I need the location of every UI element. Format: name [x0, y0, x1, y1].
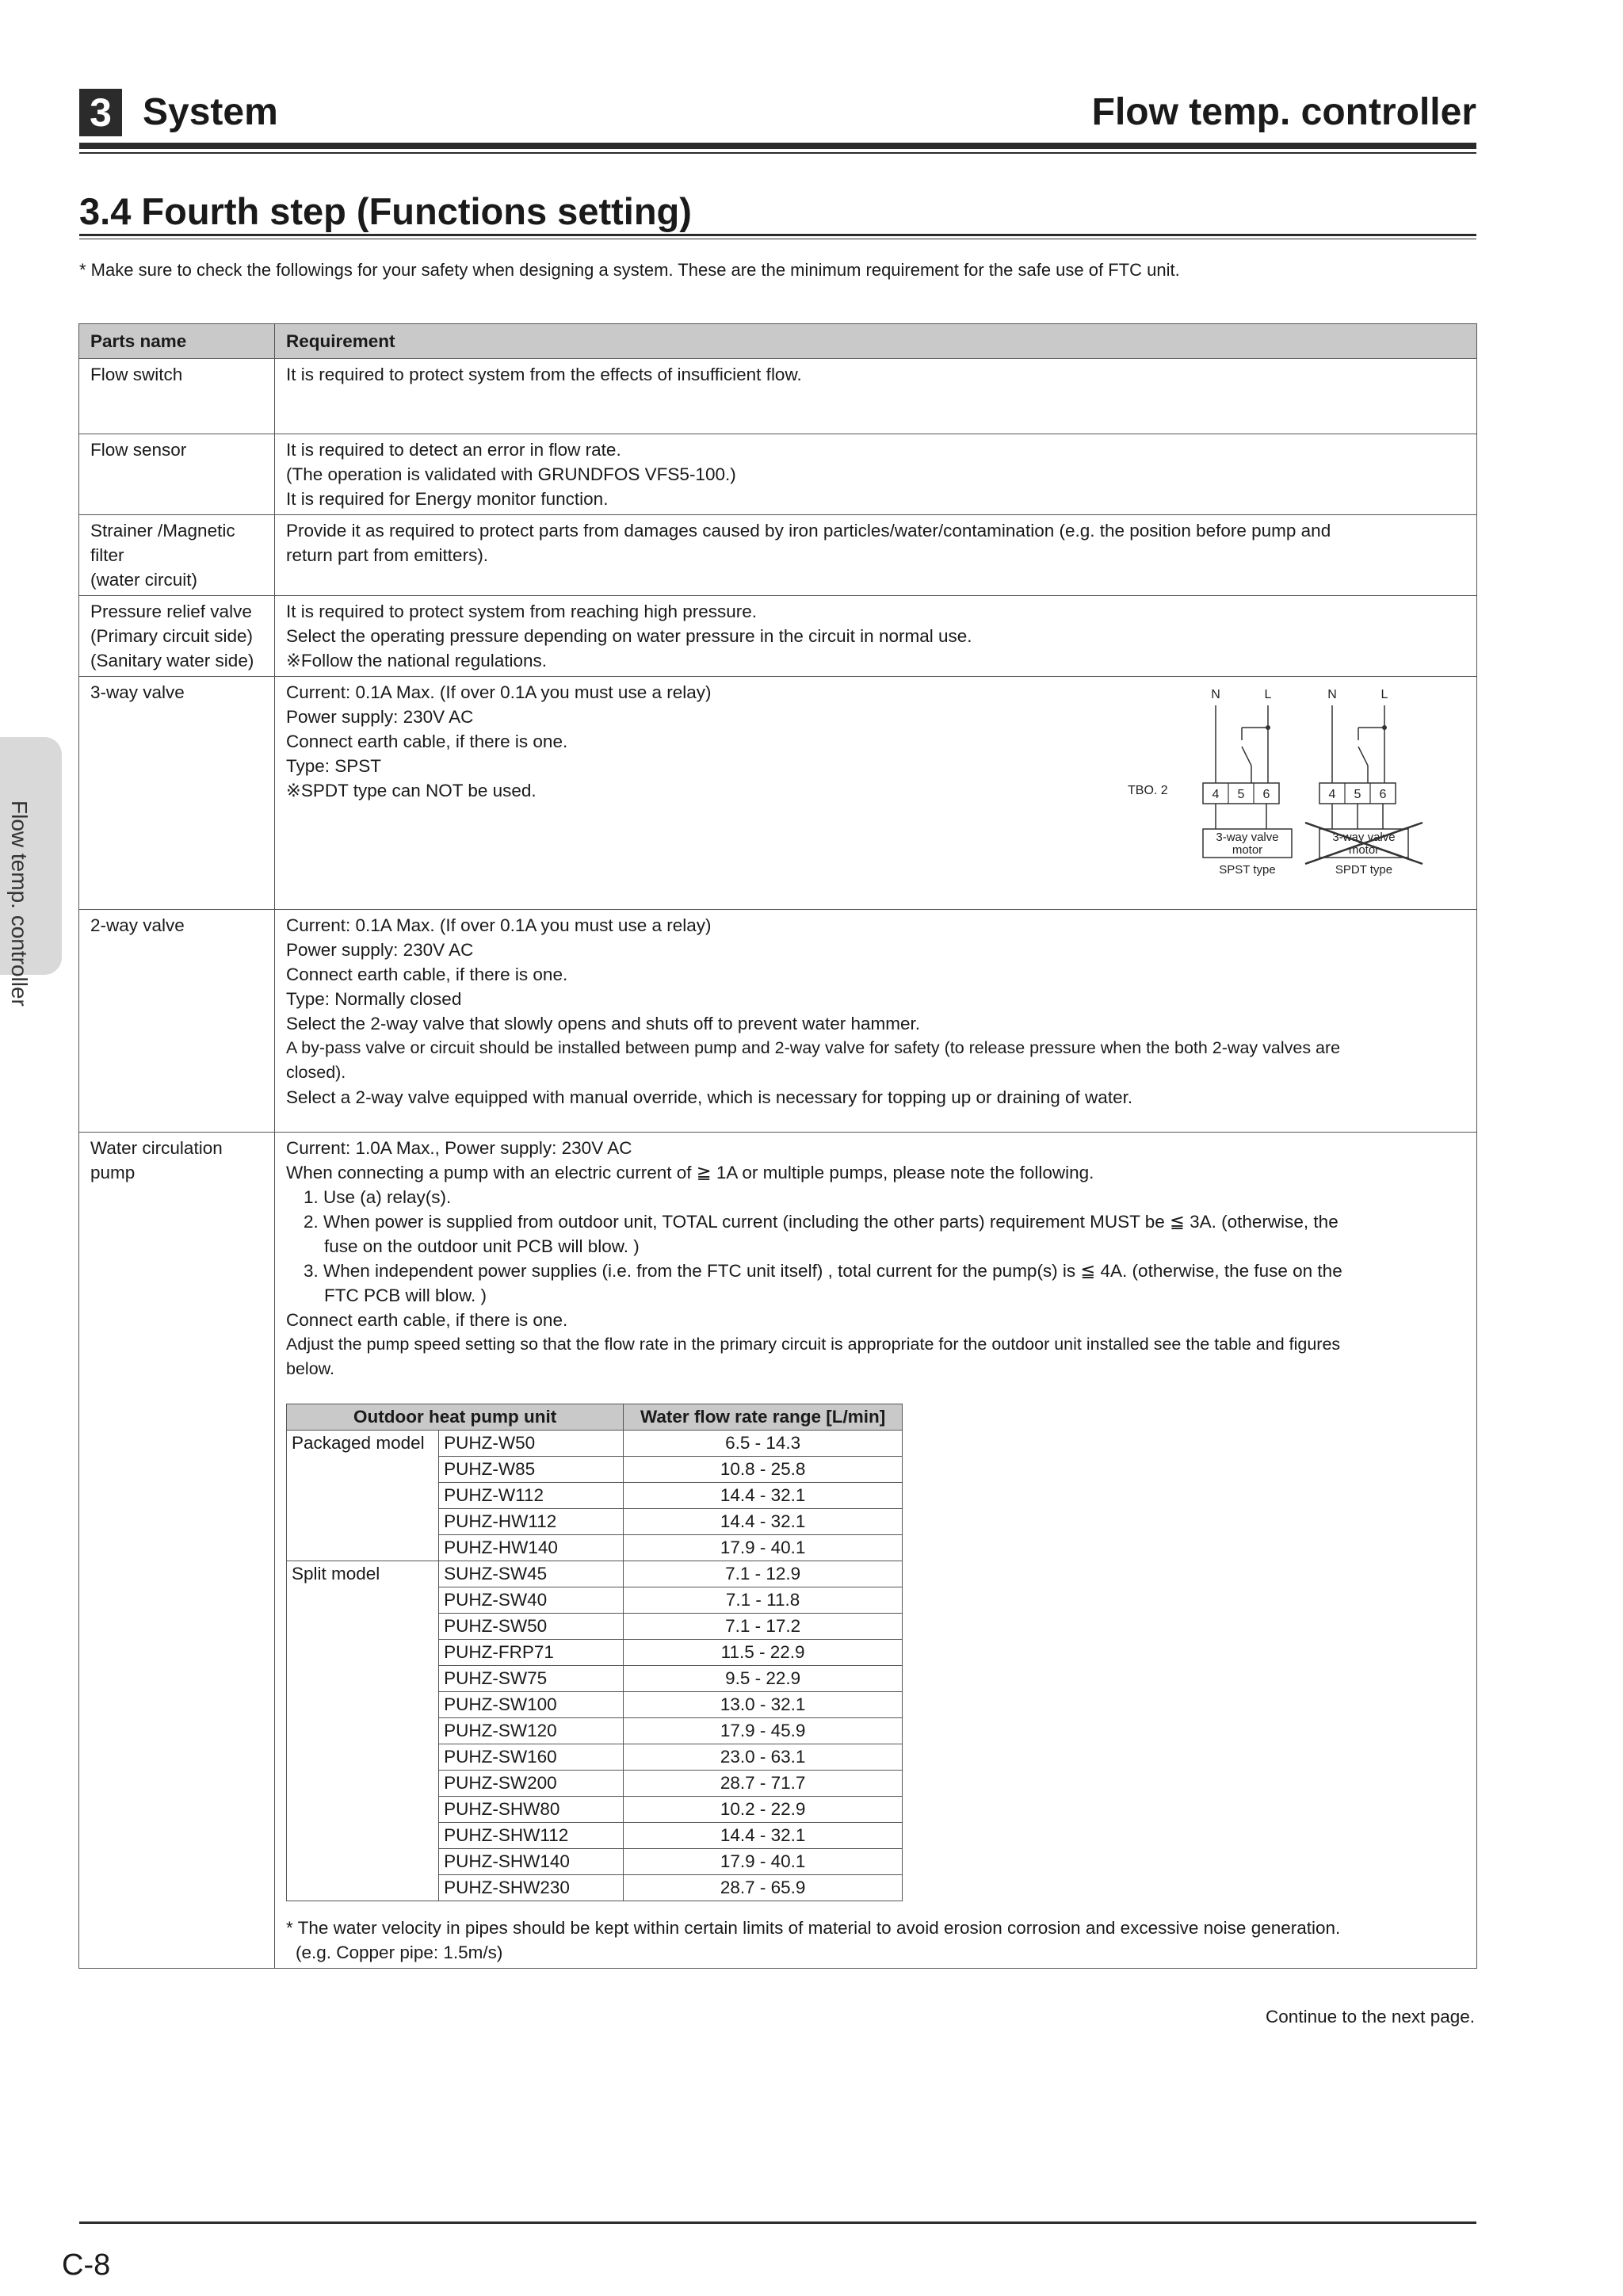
part-name-line: Strainer /Magnetic filter [90, 521, 235, 565]
pump-line: fuse on the outdoor unit PCB will blow. ) [324, 1236, 640, 1256]
wiring-n-label: N [1211, 688, 1220, 701]
requirement-line: It is required for Energy monitor function. [286, 489, 609, 509]
model-name: PUHZ-W112 [439, 1483, 624, 1509]
model-name: PUHZ-SHW230 [439, 1875, 624, 1901]
part-name-line: Flow sensor [90, 440, 187, 460]
terminal-number: 5 [1354, 788, 1361, 801]
header-requirement: Requirement [275, 324, 1477, 359]
requirement-line: Current: 0.1A Max. (If over 0.1A you must use a relay) [286, 682, 712, 702]
pump-line: 2. When power is supplied from outdoor unit, TOTAL current (including the other parts) requirement MUST be ≦ 3A. (otherwise, the [304, 1212, 1338, 1232]
table-row [79, 434, 1477, 515]
part-name-line: Water circulation pump [90, 1138, 223, 1182]
requirement [275, 515, 1477, 596]
part-name-line: 3-way valve [90, 682, 185, 702]
motor-label: 3-way valve [1216, 831, 1279, 844]
requirement-line: Power supply: 230V AC [286, 707, 474, 727]
safety-intro: * Make sure to check the followings for your safety when designing a system. These are the minimum requirement for the safe use of FTC unit. [79, 260, 1180, 280]
part-name [79, 596, 275, 677]
requirement-line: It is required to protect system from reaching high pressure. [286, 602, 758, 621]
model-name: PUHZ-HW112 [439, 1509, 624, 1535]
part-name [79, 1133, 275, 1969]
flow-range: 10.2 - 22.9 [624, 1797, 903, 1823]
model-name: PUHZ-FRP71 [439, 1640, 624, 1666]
side-chapter-tab[interactable] [0, 737, 62, 1007]
table-row [79, 677, 1477, 910]
pump-line: Current: 1.0A Max., Power supply: 230V AC [286, 1138, 632, 1158]
section-rule [79, 234, 1476, 236]
part-name [79, 434, 275, 515]
table-row [79, 515, 1477, 596]
flow-range: 7.1 - 12.9 [624, 1561, 903, 1587]
requirement [275, 677, 1477, 910]
part-name [79, 910, 275, 1133]
chapter-title: System [143, 91, 278, 133]
flow-range: 28.7 - 65.9 [624, 1875, 903, 1901]
terminal-number: 6 [1262, 788, 1270, 801]
part-name-line: (water circuit) [90, 570, 198, 590]
requirement-line: Current: 0.1A Max. (If over 0.1A you must use a relay) [286, 915, 712, 935]
motor-label: 3-way valve [1332, 831, 1396, 844]
motor-label: motor [1348, 843, 1380, 857]
pump-line: When connecting a pump with an electric current of ≧ 1A or multiple pumps, please note the following. [286, 1163, 1094, 1182]
chapter-number: 3 [79, 89, 122, 136]
requirement-line: Select the 2-way valve that slowly opens and shuts off to prevent water hammer. [286, 1014, 921, 1033]
requirement-line: Select a 2-way valve equipped with manual override, which is necessary for topping up or draining of water. [286, 1087, 1133, 1107]
wiring-l-label: L [1264, 688, 1272, 701]
terminal-block-label: TBO. 2 [1128, 784, 1168, 797]
header-flow-rate: Water flow rate range [L/min] [624, 1404, 903, 1431]
page-number: C-8 [62, 2248, 111, 2282]
part-name-line: 2-way valve [90, 915, 185, 935]
pump-line: below. [286, 1359, 334, 1378]
part-name [79, 359, 275, 434]
model-name: PUHZ-SW50 [439, 1614, 624, 1640]
header-outdoor-unit: Outdoor heat pump unit [287, 1404, 624, 1431]
header-rule-thin [79, 152, 1476, 154]
requirement-line: It is required to protect system from the effects of insufficient flow. [286, 365, 802, 384]
requirements-table [78, 323, 1477, 1969]
requirement-line: Type: Normally closed [286, 989, 462, 1009]
switch-contact [1358, 747, 1368, 766]
continue-note: Continue to the next page. [1266, 2007, 1475, 2027]
requirement [275, 910, 1477, 1133]
pump-line: 1. Use (a) relay(s). [304, 1187, 452, 1207]
flow-range: 14.4 - 32.1 [624, 1823, 903, 1849]
terminal-number: 6 [1379, 788, 1387, 801]
model-name: PUHZ-SW40 [439, 1587, 624, 1614]
part-name-line: Pressure relief valve [90, 602, 252, 621]
requirement-line: Provide it as required to protect parts from damages caused by iron particles/water/contamination (e.g. the position before pump and [286, 521, 1331, 541]
requirement-line: Type: SPST [286, 756, 382, 776]
page-topic-title: Flow temp. controller [1091, 91, 1476, 133]
flow-range: 11.5 - 22.9 [624, 1640, 903, 1666]
pump-line: Connect earth cable, if there is one. [286, 1310, 568, 1330]
spst-type-label: SPST type [1219, 863, 1276, 877]
requirement [275, 596, 1477, 677]
requirement [275, 359, 1477, 434]
part-name [79, 677, 275, 910]
flow-range: 23.0 - 63.1 [624, 1744, 903, 1771]
model-name: PUHZ-SW160 [439, 1744, 624, 1771]
valve-wiring-diagram [1120, 680, 1468, 886]
flow-range: 14.4 - 32.1 [624, 1483, 903, 1509]
wiring-l-label: L [1381, 688, 1388, 701]
header-rule [79, 143, 1476, 149]
requirement-line: Select the operating pressure depending on water pressure in the circuit in normal use. [286, 626, 972, 646]
pump-line: 3. When independent power supplies (i.e. from the FTC unit itself) , total current for the pump(s) is ≦ 4A. (otherwise, the fuse on the [304, 1261, 1342, 1281]
requirement-line: return part from emitters). [286, 545, 489, 565]
requirement-line: Connect earth cable, if there is one. [286, 965, 568, 984]
part-name [79, 515, 275, 596]
table-row [79, 1133, 1477, 1969]
part-name-line: (Primary circuit side) [90, 626, 254, 646]
requirement-line: ※Follow the national regulations. [286, 651, 548, 670]
requirement-line: Connect earth cable, if there is one. [286, 732, 568, 751]
flow-rate-table [286, 1404, 903, 1901]
flow-range: 6.5 - 14.3 [624, 1431, 903, 1457]
side-tab-label: Flow temp. controller [7, 800, 32, 1007]
model-name: PUHZ-SHW140 [439, 1849, 624, 1875]
header-parts-name: Parts name [79, 324, 275, 359]
motor-label: motor [1232, 843, 1263, 857]
requirement [275, 1133, 1477, 1969]
section-title: 3.4 Fourth step (Functions setting) [79, 190, 692, 232]
requirement-line: It is required to detect an error in flow rate. [286, 440, 621, 460]
model-group: Split model [287, 1561, 439, 1901]
model-name: PUHZ-W85 [439, 1457, 624, 1483]
requirement-line: A by-pass valve or circuit should be installed between pump and 2-way valve for safety (to release pressure when the both 2-way valves are [286, 1038, 1341, 1057]
flow-range: 17.9 - 40.1 [624, 1849, 903, 1875]
table-header-row [79, 324, 1477, 359]
flow-range: 14.4 - 32.1 [624, 1509, 903, 1535]
model-name: PUHZ-W50 [439, 1431, 624, 1457]
table-row [287, 1561, 903, 1587]
part-name-line: Flow switch [90, 365, 183, 384]
wiring-n-label: N [1327, 688, 1337, 701]
table-row [287, 1431, 903, 1457]
terminal-number: 4 [1212, 788, 1220, 801]
model-name: PUHZ-HW140 [439, 1535, 624, 1561]
flow-range: 13.0 - 32.1 [624, 1692, 903, 1718]
flow-range: 7.1 - 11.8 [624, 1587, 903, 1614]
flow-range: 17.9 - 45.9 [624, 1718, 903, 1744]
flow-range: 28.7 - 71.7 [624, 1771, 903, 1797]
terminal-number: 4 [1328, 788, 1336, 801]
model-name: PUHZ-SW120 [439, 1718, 624, 1744]
model-name: PUHZ-SHW112 [439, 1823, 624, 1849]
model-name: PUHZ-SHW80 [439, 1797, 624, 1823]
pump-line: Adjust the pump speed setting so that the flow rate in the primary circuit is appropriate for the outdoor unit installed see the table and figures [286, 1335, 1341, 1354]
model-name: PUHZ-SW75 [439, 1666, 624, 1692]
velocity-note: * The water velocity in pipes should be kept within certain limits of material to avoid erosion corrosion and excessive noise generation. [286, 1918, 1341, 1938]
model-name: PUHZ-SW100 [439, 1692, 624, 1718]
footer-rule [79, 2222, 1476, 2224]
table-row [79, 910, 1477, 1133]
requirement-line: Power supply: 230V AC [286, 940, 474, 960]
model-name: SUHZ-SW45 [439, 1561, 624, 1587]
table-row [79, 596, 1477, 677]
terminal-number: 5 [1237, 788, 1245, 801]
requirement-line: closed). [286, 1063, 346, 1082]
switch-contact [1242, 747, 1251, 766]
spdt-type-label: SPDT type [1335, 863, 1393, 877]
flow-range: 10.8 - 25.8 [624, 1457, 903, 1483]
table-row [79, 359, 1477, 434]
velocity-note: (e.g. Copper pipe: 1.5m/s) [296, 1943, 503, 1962]
requirement [275, 434, 1477, 515]
part-name-line: (Sanitary water side) [90, 651, 254, 670]
requirement-line: ※SPDT type can NOT be used. [286, 781, 537, 800]
model-name: PUHZ-SW200 [439, 1771, 624, 1797]
flow-range: 17.9 - 40.1 [624, 1535, 903, 1561]
flow-table-header [287, 1404, 903, 1431]
model-group: Packaged model [287, 1431, 439, 1561]
flow-range: 9.5 - 22.9 [624, 1666, 903, 1692]
flow-range: 7.1 - 17.2 [624, 1614, 903, 1640]
pump-line: FTC PCB will blow. ) [324, 1286, 487, 1305]
requirement-line: (The operation is validated with GRUNDFOS VFS5-100.) [286, 464, 736, 484]
